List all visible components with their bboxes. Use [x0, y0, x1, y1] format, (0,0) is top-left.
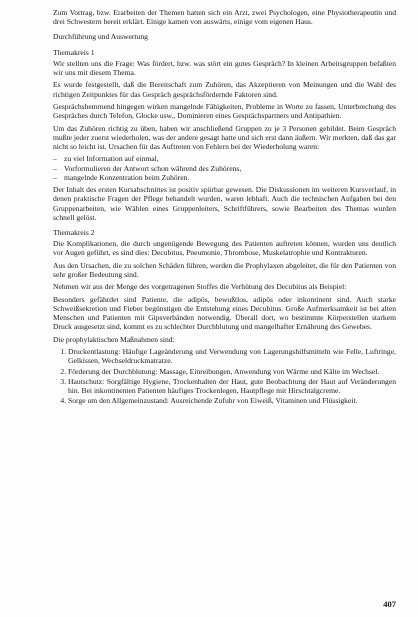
list-item: – mangelnde Konzentration beim Zuhören. [53, 173, 396, 182]
theme2-paragraph-1: Die Komplikationen, die durch ungenügende Bewegung des Patienten auftreten können, wurden uns deutlich vor Augen geführt, es sind dies: Decubitus, Pneumonie, Thrombose, Muskelatrophie und Kontrakturen. [53, 239, 396, 258]
list-item: 1. Druckentlastung: Häufige Lageänderung und Verwendung von Lagerungshilfsmitteln wie Felle, Luftringe, Gelkissen, Wechseldruckmatratze. [68, 347, 396, 365]
theme2-paragraph-2: Aus den Ursachen, die zu solchen Schäden führen, werden die Prophylaxen abgeleitet, die für den Patienten von sehr großer Bedeutung sind. [53, 260, 396, 279]
theme2-paragraph-4: Besonders gefährdet sind Patiente, die adipös, bewußtlos, adipös oder inkontinent sind. Auch starke Schweißsekretion und Fieber begünstigen die Entstehung eines Decubitus. Große Aufmerksamkeit ist bei alten Menschen und Patienten mit Gipsverbänden notwendig. Überall dort, wo bestimmte Körperstellen starkem Druck ausgesetzt sind, kommt es zu schlechter Durchblutung und mangelhafter Ernährung des Gewebes. [53, 294, 396, 332]
list-item: 3. Hautschutz: Sorgfältige Hygiene, Trockenhalten der Haut, gute Beobachtung der Haut auf Veränderungen hin. Bei inkontinenten Patienten häufiges Trockenlegen, Hautpflege mit Hirschtalgcreme. [68, 377, 396, 395]
list-item: – zu viel Information auf einmal, [53, 154, 396, 163]
theme1-paragraph-4: Um das Zuhören richtig zu üben, haben wir anschließend Gruppen zu je 3 Personen gebildet. Beim Gespräch mußte jeder zuerst wiederholen, was der andere gesagt hatte und sich erst dann äußern. Wir merkten, daß das gar nicht so leicht ist. Ursachen für das Auftreten von Fehlern bei der Wiederholung waren: [53, 123, 396, 151]
list-item: 2. Förderung der Durchblutung: Massage, Einreibungen, Anwendung von Wärme und Kälte im Wechsel. [68, 367, 396, 376]
theme1-paragraph-2: Es wurde festgestellt, daß die Bereitschaft zum Zuhören, das Akzeptieren von Meinungen und die Wahl des richtigen Zeitpunktes für das Gespräch gesprächsfördernde Faktoren sind. [53, 80, 396, 99]
theme1-error-list [53, 154, 396, 182]
intro-paragraph: Zum Vortrag, bzw. Erarbeiten der Themen hatten sich ein Arzt, zwei Psychologen, eine Physiotherapeutin und drei Schwestern bereit erklärt. Einige kamen von auswärts, einige vom eigenen Haus. [53, 8, 396, 27]
theme2-title: Themakreis 2 [53, 228, 95, 237]
theme1-paragraph-5: Der Inhalt des ersten Kursabschnittes ist positiv spürbar gewesen. Die Diskussionen im weiteren Kursverlauf, in denen praktische Fragen der Pflege behandelt wurden, waren lebhaft. Auch die technischen Aufgaben bei den Gruppenarbeiten, wie Wählen eines Gruppenleiters, Schriftführers, sowie Bearbeiten des Themas wurden schnell gelöst. [53, 185, 396, 222]
theme1-paragraph-3: Gesprächshemmend hingegen wirken mangelnde Fähigkeiten, Probleme in Worte zu fassen, Unterbrechung des Gespräches durch Telefon, Glocke usw., Dominieren eines Gesprächspartners und Antipathien. [53, 102, 396, 121]
list-item: – Vorformulieren der Antwort schon während des Zuhörens, [53, 164, 396, 173]
theme2-paragraph-5: Die prophylaktischen Maßnahmen sind: [53, 334, 175, 344]
list-item: 4. Sorge um den Allgemeinzustand: Ausreichende Zufuhr von Eiweiß, Vitaminen und Flüssigkeit. [68, 396, 396, 405]
theme1-paragraph-1: Wir stellten uns die Frage: Was fördert, bzw. was stört ein gutes Gespräch? In kleinen Arbeitsgruppen befaßten wir uns mit diesem Thema. [53, 58, 396, 78]
theme2-paragraph-3: Nehmen wir aus der Menge des vorgetragenen Stoffes die Verhütung des Decubitus als Beispiel: [53, 282, 347, 292]
section-heading: Durchführung und Auswertung [53, 32, 148, 42]
page-number: 407 [383, 598, 396, 609]
theme1-title: Themakreis 1 [53, 47, 95, 57]
prophylaxis-list [53, 347, 396, 405]
